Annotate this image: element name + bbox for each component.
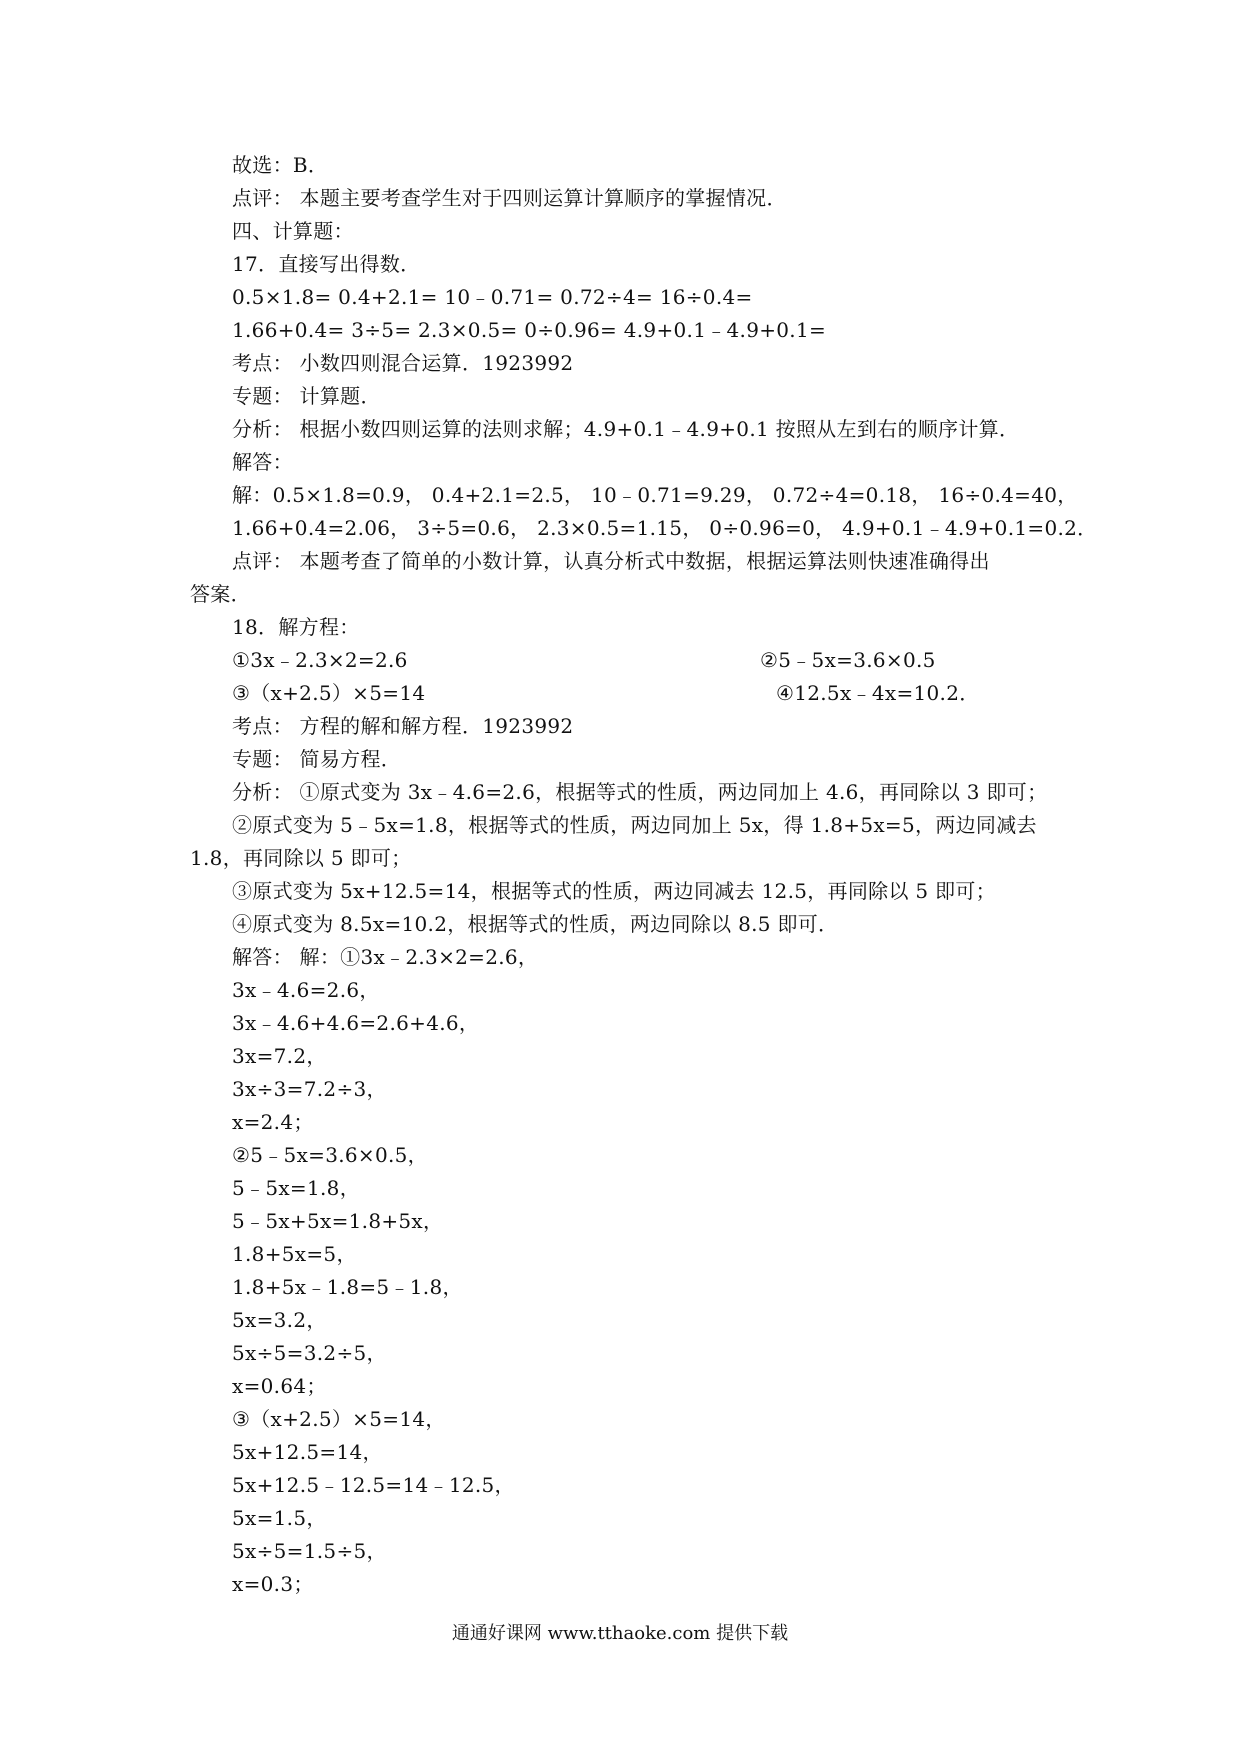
- solution-step: x=0.3；: [232, 1572, 314, 1596]
- solution-step: 5x÷5=1.5÷5，: [232, 1539, 387, 1563]
- solution-step: 5﹣5x=1.8，: [232, 1176, 360, 1200]
- solution-step: 5x=3.2，: [232, 1308, 327, 1332]
- solution-step: 3x=7.2，: [232, 1044, 327, 1068]
- solution-step: 5x=1.5，: [232, 1506, 327, 1530]
- solution-step: x=0.64；: [232, 1374, 327, 1398]
- comment-line: 点评： 本题主要考查学生对于四则运算计算顺序的掌握情况．: [232, 186, 787, 210]
- question-17-title: 17．直接写出得数．: [232, 252, 421, 276]
- comment-line-2: 点评： 本题考查了简单的小数计算，认真分析式中数据，根据运算法则快速准确得出: [232, 549, 990, 573]
- solution-step: 1.8+5x=5，: [232, 1242, 357, 1266]
- solution-step: ③（x+2.5）×5=14，: [232, 1407, 446, 1431]
- topic-line: 专题： 计算题．: [232, 384, 381, 408]
- solution-row1: 解：0.5×1.8=0.9， 0.4+2.1=2.5， 10﹣0.71=9.29， 0.72÷4=0.18， 16÷0.4=40，: [232, 483, 1078, 507]
- solution-step: 3x﹣4.6=2.6，: [232, 978, 380, 1002]
- solution-step: x=2.4；: [232, 1110, 314, 1134]
- analysis-line-1: 分析： ①原式变为 3x﹣4.6=2.6，根据等式的性质，两边同加上 4.6，再同除以 3 即可；: [232, 780, 1048, 804]
- question-17-row2: 1.66+0.4= 3÷5= 2.3×0.5= 0÷0.96= 4.9+0.1﹣4.9+0.1=: [232, 318, 827, 342]
- comment-line-2-continued: 答案．: [190, 582, 251, 606]
- question-17-row1: 0.5×1.8= 0.4+2.1= 10﹣0.71= 0.72÷4= 16÷0.4=: [232, 285, 753, 309]
- knowledge-point-line: 考点： 小数四则混合运算．1923992: [232, 351, 574, 375]
- solution-row2: 1.66+0.4=2.06， 3÷5=0.6， 2.3×0.5=1.15， 0÷0.96=0， 4.9+0.1﹣4.9+0.1=0.2．: [232, 516, 1098, 540]
- solution-step: 5﹣5x+5x=1.8+5x，: [232, 1209, 444, 1233]
- page-footer: 通通好课网 www.tthaoke.com 提供下载: [451, 1623, 789, 1644]
- section-heading: 四、计算题：: [232, 219, 354, 243]
- analysis-line-3: ③原式变为 5x+12.5=14，根据等式的性质，两边同减去 12.5，再同除以 5 即可；: [232, 879, 996, 903]
- analysis-line-2-continued: 1.8，再同除以 5 即可；: [190, 846, 412, 870]
- analysis-line-4: ④原式变为 8.5x=10.2，根据等式的性质，两边同除以 8.5 即可．: [232, 912, 839, 936]
- solution-step: 1.8+5x﹣1.8=5﹣1.8，: [232, 1275, 463, 1299]
- solution-step: 3x﹣4.6+4.6=2.6+4.6，: [232, 1011, 480, 1035]
- analysis-line-2: ②原式变为 5﹣5x=1.8，根据等式的性质，两边同加上 5x，得 1.8+5x=5，两边同减去: [232, 813, 1037, 837]
- solution-step: 5x+12.5=14，: [232, 1440, 383, 1464]
- equation-4: ④12.5x﹣4x=10.2．: [776, 681, 980, 705]
- solution-step: 解答： 解：①3x﹣2.3×2=2.6，: [232, 945, 539, 969]
- answer-choice-line: 故选：B．: [232, 153, 329, 177]
- solution-step: 5x÷5=3.2÷5，: [232, 1341, 387, 1365]
- solution-step: 3x÷3=7.2÷3，: [232, 1077, 387, 1101]
- topic-line-2: 专题： 简易方程．: [232, 747, 402, 771]
- solution-label: 解答：: [232, 450, 293, 474]
- solution-step: ②5﹣5x=3.6×0.5，: [232, 1143, 428, 1167]
- analysis-line: 分析： 根据小数四则运算的法则求解；4.9+0.1﹣4.9+0.1 按照从左到右的顺序计算．: [232, 417, 1020, 441]
- question-18-title: 18．解方程：: [232, 615, 360, 639]
- equation-3: ③（x+2.5）×5=14: [232, 681, 426, 705]
- equation-2: ②5﹣5x=3.6×0.5: [760, 648, 936, 672]
- solution-step: 5x+12.5﹣12.5=14﹣12.5，: [232, 1473, 515, 1497]
- knowledge-point-line-2: 考点： 方程的解和解方程．1923992: [232, 714, 574, 738]
- equation-1: ①3x﹣2.3×2=2.6: [232, 648, 408, 672]
